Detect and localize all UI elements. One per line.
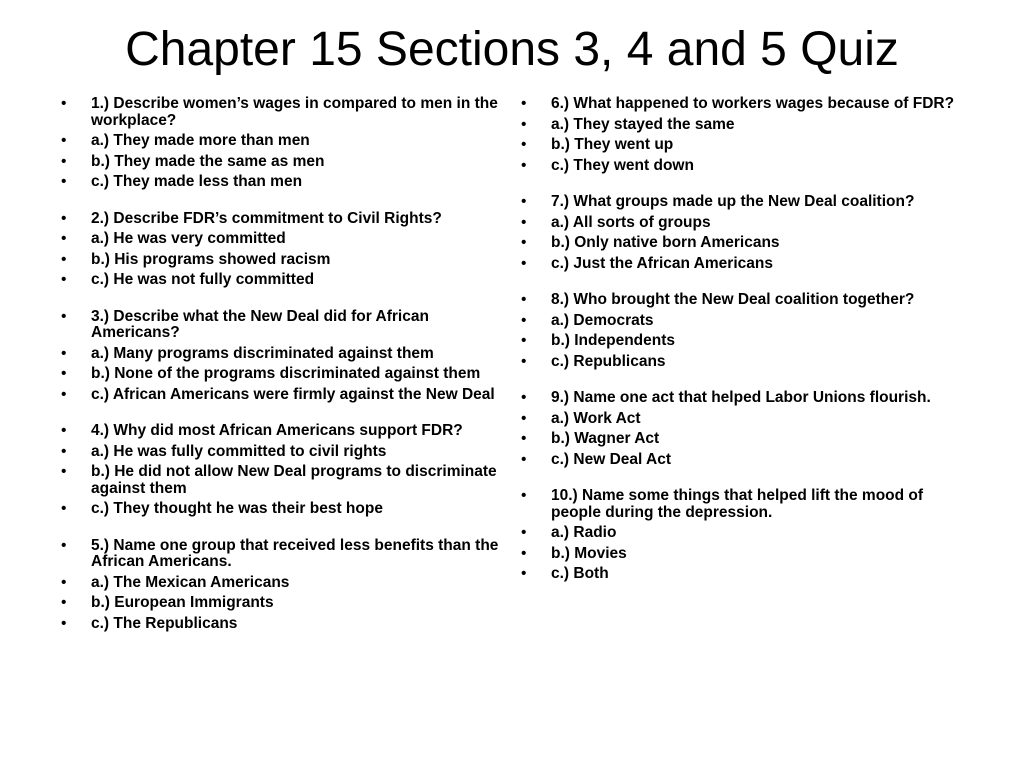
- bullet-icon: •: [521, 291, 527, 308]
- answer-option: [520, 158, 968, 175]
- bullet-icon: •: [521, 389, 527, 406]
- answer-option: [60, 616, 500, 633]
- answer-text: b.) He did not allow New Deal programs to discriminate against them: [91, 463, 497, 497]
- question-text: 6.) What happened to workers wages because of FDR?: [551, 95, 955, 112]
- bullet-icon: •: [61, 95, 67, 112]
- answer-option: [520, 431, 968, 448]
- bullet-icon: •: [61, 307, 67, 325]
- question-10: [520, 488, 968, 521]
- bullet-icon: •: [61, 463, 67, 480]
- answer-option: [520, 411, 968, 428]
- answer-text: b.) European Immigrants: [91, 594, 274, 611]
- answer-text: a.) They stayed the same: [551, 115, 735, 133]
- bullet-icon: •: [521, 234, 527, 251]
- answer-option: [60, 366, 500, 383]
- bullet-icon: •: [61, 573, 67, 591]
- question-text: 3.) Describe what the New Deal did for African Americans?: [91, 307, 429, 341]
- answer-text: b.) They went up: [551, 136, 674, 153]
- answer-option: [520, 235, 968, 252]
- question-text: 4.) Why did most African Americans support FDR?: [91, 422, 463, 439]
- bullet-icon: •: [521, 332, 527, 349]
- bullet-icon: •: [61, 500, 67, 517]
- answer-text: b.) Only native born Americans: [551, 234, 780, 251]
- answer-text: a.) All sorts of groups: [551, 213, 711, 231]
- question-text: 1.) Describe women’s wages in compared to men in the workplace?: [91, 95, 498, 129]
- answer-option: [60, 174, 500, 191]
- answer-text: b.) They made the same as men: [91, 152, 325, 170]
- answer-option: [520, 546, 968, 563]
- answer-option: [60, 231, 500, 248]
- bullet-icon: •: [61, 365, 67, 382]
- bullet-icon: •: [521, 136, 527, 153]
- question-text: 5.) Name one group that received less benefits than the African Americans.: [91, 536, 499, 570]
- question-2: [60, 211, 500, 228]
- bullet-icon: •: [61, 250, 67, 268]
- answer-option: [60, 154, 500, 171]
- answer-option: [60, 501, 500, 518]
- answer-option: [60, 575, 500, 592]
- bullet-icon: •: [521, 115, 527, 133]
- bullet-icon: •: [521, 156, 527, 174]
- answer-option: [60, 464, 500, 497]
- question-9: [520, 390, 968, 407]
- answer-text: c.) They thought he was their best hope: [91, 500, 383, 517]
- answer-option: [520, 333, 968, 350]
- question-3: [60, 309, 500, 342]
- answer-option: [60, 444, 500, 461]
- answer-text: c.) They made less than men: [91, 173, 303, 190]
- answer-text: c.) Republicans: [551, 352, 666, 370]
- right-question-column: [520, 96, 968, 587]
- answer-text: c.) They went down: [551, 156, 694, 174]
- bullet-icon: •: [521, 311, 527, 329]
- answer-text: b.) None of the programs discriminated against them: [91, 365, 481, 382]
- bullet-icon: •: [61, 230, 67, 247]
- answer-option: [520, 256, 968, 273]
- answer-option: [60, 346, 500, 363]
- answer-option: [520, 137, 968, 154]
- question-text: 2.) Describe FDR’s commitment to Civil Rights?: [91, 209, 442, 227]
- answer-option: [520, 215, 968, 232]
- answer-text: a.) The Mexican Americans: [91, 573, 290, 591]
- bullet-icon: •: [521, 213, 527, 231]
- left-question-column: [60, 96, 500, 636]
- answer-text: a.) Many programs discriminated against them: [91, 344, 434, 362]
- answer-option: [60, 252, 500, 269]
- answer-text: a.) He was very committed: [91, 230, 286, 247]
- bullet-icon: •: [521, 544, 527, 562]
- question-6: [520, 96, 968, 113]
- answer-text: b.) Wagner Act: [551, 430, 660, 447]
- bullet-icon: •: [61, 209, 67, 227]
- answer-option: [520, 313, 968, 330]
- answer-option: [60, 595, 500, 612]
- answer-option: [60, 387, 500, 404]
- answer-text: b.) His programs showed racism: [91, 250, 331, 268]
- question-text: 8.) Who brought the New Deal coalition together?: [551, 291, 915, 308]
- answer-option: [520, 354, 968, 371]
- question-5: [60, 538, 500, 571]
- bullet-icon: •: [61, 536, 67, 554]
- question-text: 7.) What groups made up the New Deal coalition?: [551, 193, 915, 210]
- bullet-icon: •: [521, 430, 527, 447]
- answer-option: [520, 525, 968, 542]
- question-7: [520, 194, 968, 211]
- question-text: 9.) Name one act that helped Labor Unions flourish.: [551, 389, 931, 406]
- question-1: [60, 96, 500, 129]
- answer-text: a.) They made more than men: [91, 132, 310, 149]
- answer-text: c.) Just the African Americans: [551, 254, 773, 272]
- answer-option: [60, 272, 500, 289]
- question-4: [60, 423, 500, 440]
- answer-option: [520, 566, 968, 583]
- bullet-icon: •: [521, 565, 527, 582]
- bullet-icon: •: [61, 271, 67, 288]
- bullet-icon: •: [61, 614, 67, 632]
- answer-text: a.) He was fully committed to civil rights: [91, 442, 387, 460]
- slide-title: Chapter 15 Sections 3, 4 and 5 Quiz: [125, 23, 899, 76]
- bullet-icon: •: [521, 352, 527, 370]
- bullet-icon: •: [521, 524, 527, 541]
- bullet-icon: •: [521, 487, 527, 504]
- bullet-icon: •: [61, 594, 67, 611]
- answer-text: c.) New Deal Act: [551, 450, 672, 468]
- bullet-icon: •: [61, 132, 67, 149]
- question-8: [520, 292, 968, 309]
- bullet-icon: •: [521, 254, 527, 272]
- bullet-icon: •: [61, 173, 67, 190]
- bullet-icon: •: [521, 193, 527, 210]
- bullet-icon: •: [61, 385, 67, 403]
- question-text: 10.) Name some things that helped lift the mood of people during the depression.: [551, 487, 924, 521]
- bullet-icon: •: [521, 95, 527, 112]
- answer-option: [520, 117, 968, 134]
- bullet-icon: •: [61, 344, 67, 362]
- answer-text: a.) Democrats: [551, 311, 654, 329]
- bullet-icon: •: [61, 152, 67, 170]
- answer-text: b.) Independents: [551, 332, 675, 349]
- answer-text: c.) African Americans were firmly against the New Deal: [91, 385, 495, 403]
- answer-text: c.) Both: [551, 565, 609, 582]
- bullet-icon: •: [61, 422, 67, 439]
- answer-option: [520, 452, 968, 469]
- answer-option: [60, 133, 500, 150]
- answer-text: b.) Movies: [551, 544, 627, 562]
- answer-text: c.) The Republicans: [91, 614, 238, 632]
- answer-text: a.) Work Act: [551, 409, 641, 427]
- bullet-icon: •: [521, 409, 527, 427]
- bullet-icon: •: [521, 450, 527, 468]
- bullet-icon: •: [61, 442, 67, 460]
- answer-text: a.) Radio: [551, 524, 617, 541]
- answer-text: c.) He was not fully committed: [91, 271, 315, 288]
